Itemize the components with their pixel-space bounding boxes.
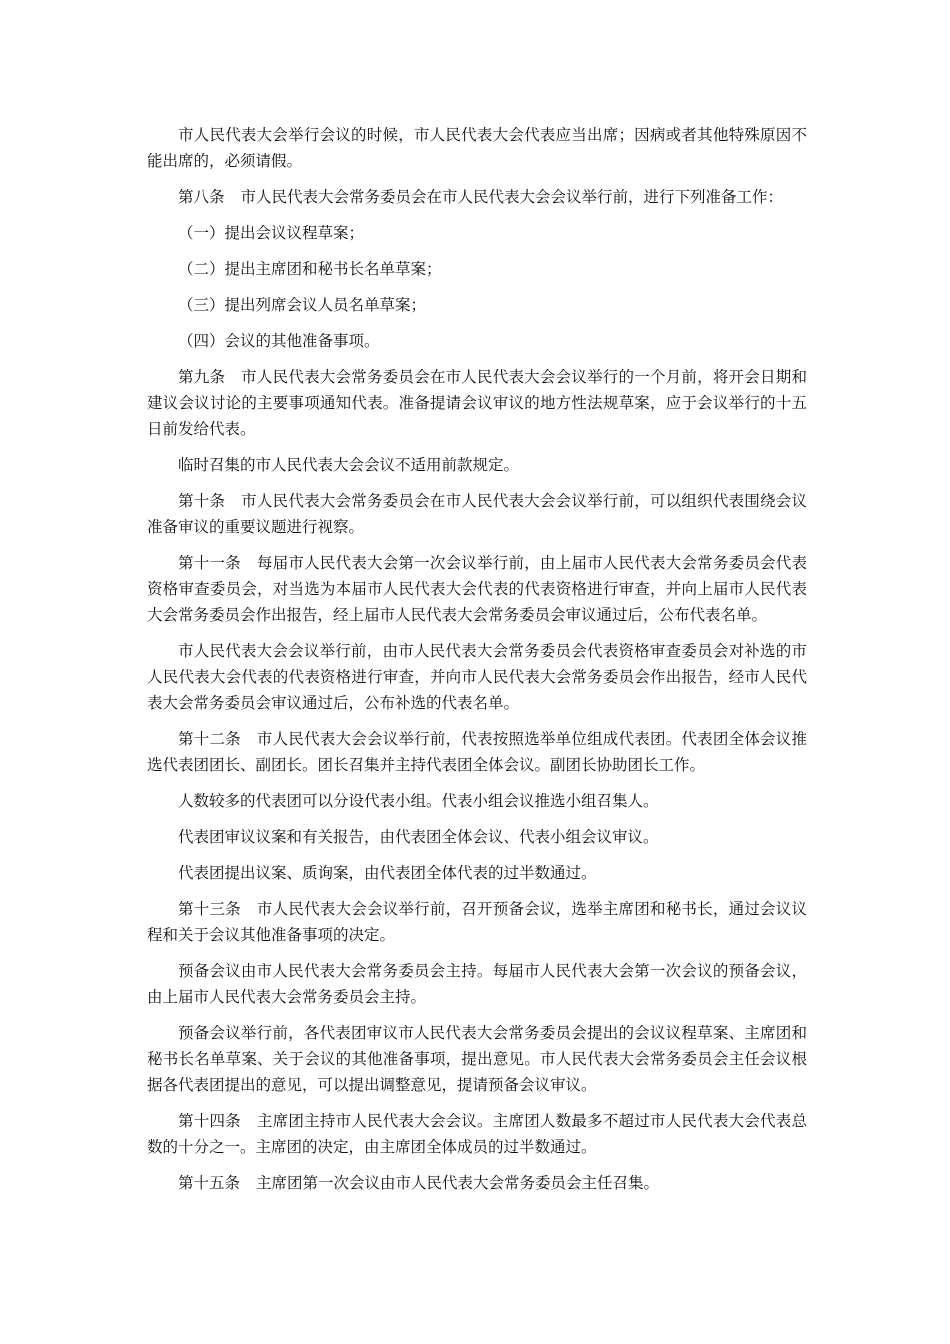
paragraph — [147, 726, 807, 778]
paragraph-text: 市人民代表大会常务委员会在市人民代表大会会议举行的一个月前，将开会日期和建议会议讨论的主要事项通知代表。准备提请会议审议的地方性法规草案，应于会议举行的十五日前发给代表。 — [147, 368, 807, 438]
paragraph — [147, 452, 807, 478]
paragraph-text: 每届市人民代表大会第一次会议举行前，由上届市人民代表大会常务委员会代表资格审查委员会，对当选为本届市人民代表大会代表的代表资格进行审查，并向上届市人民代表大会常务委员会作出报告，经上届市人民代表大会常务委员会审议通过后，公布代表名单。 — [147, 554, 807, 624]
paragraph-text: 代表团审议议案和有关报告，由代表团全体会议、代表小组会议审议。 — [178, 828, 659, 846]
paragraph — [147, 824, 807, 850]
paragraph-text: 市人民代表大会举行会议的时候，市人民代表大会代表应当出席；因病或者其他特殊原因不能出席的，必须请假。 — [147, 126, 807, 170]
paragraph-text: （三）提出列席会议人员名单草案； — [178, 296, 427, 314]
article-number: 第十五条 — [178, 1174, 241, 1192]
paragraph-text: 预备会议举行前，各代表团审议市人民代表大会常务委员会提出的会议议程草案、主席团和秘书长名单草案、关于会议的其他准备事项，提出意见。市人民代表大会常务委员会主任会议根据各代表团提出的意见，可以提出调整意见，提请预备会议审议。 — [147, 1024, 807, 1094]
paragraph-text: 市人民代表大会常务委员会在市人民代表大会会议举行前，可以组织代表围绕会议准备审议的重要议题进行视察。 — [147, 492, 807, 536]
list-item — [147, 220, 807, 246]
paragraph-text: 临时召集的市人民代表大会会议不适用前款规定。 — [178, 456, 520, 474]
paragraph — [147, 860, 807, 886]
paragraph — [147, 364, 807, 442]
paragraph — [147, 788, 807, 814]
article-number: 第九条 — [178, 368, 226, 386]
paragraph-text: （一）提出会议议程草案； — [178, 224, 365, 242]
article-number: 第十一条 — [178, 554, 241, 572]
list-item — [147, 256, 807, 282]
paragraph-text: 人数较多的代表团可以分设代表小组。代表小组会议推选小组召集人。 — [178, 792, 659, 810]
paragraph-text: 主席团第一次会议由市人民代表大会常务委员会主任召集。 — [256, 1174, 660, 1192]
paragraph-text: 市人民代表大会会议举行前，由市人民代表大会常务委员会代表资格审查委员会对补选的市人民代表大会代表的代表资格进行审查，并向市人民代表大会常务委员会作出报告，经市人民代表大会常务委员会审议通过后，公布补选的代表名单。 — [147, 642, 807, 712]
article-number: 第八条 — [178, 188, 225, 206]
paragraph — [147, 638, 807, 716]
paragraph — [147, 184, 807, 210]
paragraph — [147, 1020, 807, 1098]
paragraph-text: 主席团主持市人民代表大会会议。主席团人数最多不超过市人民代表大会代表总数的十分之一。主席团的决定，由主席团全体成员的过半数通过。 — [147, 1112, 807, 1156]
paragraph — [147, 122, 807, 174]
paragraph-text: 市人民代表大会会议举行前，召开预备会议，选举主席团和秘书长，通过会议议程和关于会议其他准备事项的决定。 — [147, 900, 807, 944]
list-item — [147, 292, 807, 318]
article-number: 第十条 — [178, 492, 226, 510]
paragraph — [147, 550, 807, 628]
paragraph — [147, 1108, 807, 1160]
list-item — [147, 328, 807, 354]
paragraph-text: 市人民代表大会会议举行前，代表按照选举单位组成代表团。代表团全体会议推选代表团团长、副团长。团长召集并主持代表团全体会议。副团长协助团长工作。 — [147, 730, 807, 774]
paragraph-text: 市人民代表大会常务委员会在市人民代表大会会议举行前，进行下列准备工作： — [240, 188, 784, 206]
paragraph — [147, 896, 807, 948]
paragraph-text: 预备会议由市人民代表大会常务委员会主持。每届市人民代表大会第一次会议的预备会议，由上届市人民代表大会常务委员会主持。 — [147, 962, 807, 1006]
article-number: 第十三条 — [178, 900, 241, 918]
document-body — [147, 122, 807, 1206]
paragraph — [147, 958, 807, 1010]
paragraph-text: （二）提出主席团和秘书长名单草案； — [178, 260, 442, 278]
paragraph — [147, 1170, 807, 1196]
paragraph-text: （四）会议的其他准备事项。 — [178, 332, 380, 350]
paragraph-text: 代表团提出议案、质询案，由代表团全体代表的过半数通过。 — [178, 864, 597, 882]
article-number: 第十二条 — [178, 730, 241, 748]
article-number: 第十四条 — [178, 1112, 241, 1130]
paragraph — [147, 488, 807, 540]
